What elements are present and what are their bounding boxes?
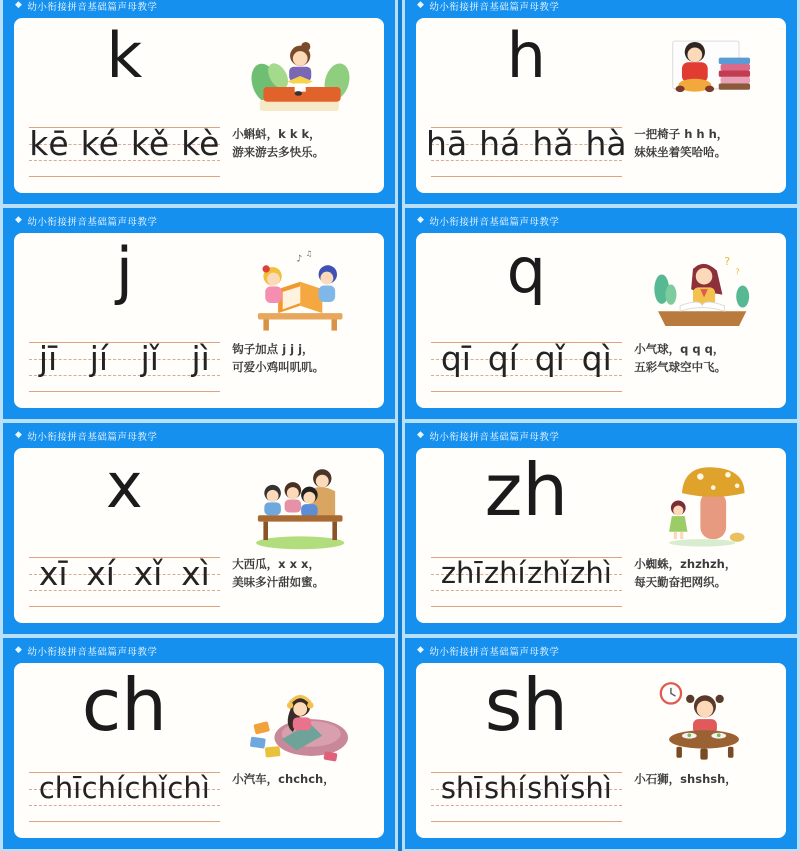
- illustration-section: [627, 237, 778, 400]
- slide-content-panel: [416, 18, 786, 193]
- pinyin-syllable: jí: [89, 338, 109, 378]
- pinyin-syllable: chǐ: [124, 770, 167, 805]
- slide-header-title: 幼小衔接拼音基础篇声母教学: [27, 216, 158, 228]
- pinyin-slide-thumbnail-j[interactable]: [0, 206, 398, 421]
- rhyme-caption-line1: 小气球，q q q，: [634, 342, 725, 356]
- slide-content-panel: [416, 448, 786, 623]
- pinyin-syllable: zhǐ: [527, 555, 569, 590]
- pinyin-tone-row: [33, 539, 216, 607]
- slide-header-title: 幼小衔接拼音基础篇声母教学: [27, 646, 158, 658]
- diamond-icon: ◆: [15, 215, 23, 225]
- girl-studying-at-desk-illustration: [647, 245, 757, 337]
- letter-section: [426, 19, 627, 185]
- rhyme-caption-line2: 可爱小鸡叫叽叽。: [232, 359, 325, 374]
- letter-section: [426, 663, 627, 830]
- rhyme-caption: [634, 126, 770, 162]
- rhyme-caption-line1: 小蜘蛛，zhzhzh，: [634, 557, 737, 571]
- pinyin-syllable: qì: [581, 338, 612, 378]
- pinyin-syllable: xì: [181, 553, 210, 593]
- letter-section: [24, 234, 225, 400]
- pinyin-syllable: shī: [440, 770, 483, 805]
- letter-section: [24, 449, 225, 615]
- pinyin-syllable: chí: [81, 770, 125, 805]
- rhyme-caption: [232, 126, 368, 162]
- rhyme-caption: [634, 556, 770, 592]
- pinyin-tone-row: [33, 754, 216, 822]
- four-line-writing-grid: [431, 772, 622, 822]
- pinyin-syllable: zhī: [440, 555, 483, 590]
- rhyme-caption-line1: 小蝌蚪，k k k，: [232, 127, 321, 141]
- slide-header: [405, 638, 797, 659]
- diamond-icon: ◆: [15, 645, 23, 655]
- svg-text:?: ?: [724, 255, 731, 269]
- slide-content-panel: [416, 663, 786, 838]
- slide-content-panel: [14, 448, 384, 623]
- slide-content-panel: [14, 18, 384, 193]
- diamond-icon: ◆: [15, 0, 23, 10]
- slide-header-title: 幼小衔接拼音基础篇声母教学: [429, 1, 560, 13]
- girl-beside-mushroom-illustration: [647, 460, 757, 552]
- slide-header-title: 幼小衔接拼音基础篇声母教学: [429, 646, 560, 658]
- illustration: [245, 458, 355, 552]
- rhyme-caption-line2: 美味多汁甜如蜜。: [232, 574, 325, 589]
- illustration-section: [225, 452, 376, 615]
- pinyin-syllable: shǐ: [527, 770, 569, 805]
- diamond-icon: ◆: [15, 430, 23, 440]
- letter-section: [24, 663, 225, 830]
- four-line-writing-grid: [431, 338, 622, 392]
- pinyin-syllable: jī: [38, 338, 58, 378]
- illustration: [245, 28, 355, 122]
- letter-section: [426, 448, 627, 615]
- two-kids-sharing-big-book-illustration: [245, 245, 355, 337]
- illustration-section: [225, 237, 376, 400]
- illustration: [647, 243, 757, 337]
- rhyme-caption-line1: 大西瓜，x x x，: [232, 557, 320, 571]
- rhyme-caption-line1: 一把椅子 h h h，: [634, 127, 729, 141]
- four-line-writing-grid: [29, 338, 220, 392]
- girl-eating-at-round-table-illustration: [647, 675, 757, 767]
- svg-text:♪: ♪: [296, 253, 303, 265]
- rhyme-caption-line1: 钩子加点 j j j，: [232, 342, 314, 356]
- slide-header-title: 幼小衔接拼音基础篇声母教学: [27, 431, 158, 443]
- pinyin-slide-thumbnail-h[interactable]: [402, 0, 800, 206]
- diamond-icon: ◆: [417, 430, 425, 440]
- pinyin-syllable: jì: [191, 338, 210, 378]
- teacher-with-kids-at-table-illustration: [245, 460, 355, 552]
- child-sitting-with-book-pile-illustration: [647, 30, 757, 122]
- slide-header-title: 幼小衔接拼音基础篇声母教学: [429, 216, 560, 228]
- pinyin-tone-row: [435, 754, 618, 822]
- initial-letter: q: [506, 234, 546, 307]
- illustration: [647, 458, 757, 552]
- pinyin-syllable: chī: [38, 770, 82, 805]
- pinyin-syllable: zhì: [570, 555, 612, 590]
- illustration: [245, 673, 355, 767]
- slide-header: [405, 423, 797, 444]
- pinyin-syllable: hā: [426, 123, 468, 163]
- illustration: [647, 673, 757, 767]
- initial-letter: h: [506, 19, 546, 92]
- pinyin-slide-thumbnail-k[interactable]: [0, 0, 398, 206]
- pinyin-syllable: xǐ: [133, 553, 163, 593]
- rhyme-caption: [634, 341, 770, 377]
- letter-section: [24, 19, 225, 185]
- pinyin-syllable: zhí: [483, 555, 526, 590]
- pinyin-slide-thumbnail-sh[interactable]: [402, 636, 800, 851]
- pinyin-syllable: shí: [483, 770, 526, 805]
- pinyin-syllable: hǎ: [532, 123, 574, 163]
- four-line-writing-grid: [426, 123, 627, 177]
- svg-text:♫: ♫: [305, 249, 313, 259]
- rhyme-caption-line2: 游来游去多快乐。: [232, 144, 325, 159]
- rhyme-caption-line2: 五彩气球空中飞。: [634, 359, 727, 374]
- rhyme-caption: [232, 556, 368, 592]
- rhyme-caption-line1: 小石狮，shshsh，: [634, 772, 737, 786]
- pinyin-tone-row: [29, 109, 220, 177]
- pinyin-slide-thumbnail-x[interactable]: [0, 421, 398, 636]
- pinyin-tone-row: [426, 109, 627, 177]
- diamond-icon: ◆: [417, 0, 425, 10]
- slide-content-panel: [14, 233, 384, 408]
- initial-letter: k: [106, 19, 143, 92]
- pinyin-syllable: kè: [181, 123, 220, 163]
- pinyin-syllable: hà: [585, 123, 627, 163]
- illustration-section: [225, 22, 376, 185]
- pinyin-syllable: kě: [130, 123, 170, 163]
- illustration-section: [225, 667, 376, 830]
- slide-header: [3, 638, 395, 659]
- rhyme-caption: [232, 341, 368, 377]
- svg-text:?: ?: [735, 266, 740, 277]
- girl-reading-on-book-stack-illustration: [245, 30, 355, 122]
- four-line-writing-grid: [29, 553, 220, 607]
- pinyin-syllable: kē: [29, 123, 69, 163]
- pinyin-syllable: qǐ: [534, 338, 565, 378]
- initial-letter: sh: [484, 663, 568, 747]
- slide-header-title: 幼小衔接拼音基础篇声母教学: [27, 1, 158, 13]
- illustration: [647, 28, 757, 122]
- rhyme-caption: [232, 771, 368, 789]
- pinyin-syllable: xí: [86, 553, 115, 593]
- pinyin-syllable: chì: [167, 770, 210, 805]
- pinyin-syllable: xī: [38, 553, 68, 593]
- pinyin-syllable: jǐ: [140, 338, 159, 378]
- slide-header: [3, 208, 395, 229]
- four-line-writing-grid: [29, 772, 220, 822]
- illustration: [245, 243, 355, 337]
- rhyme-caption-line2: 每天勤奋把网织。: [634, 574, 727, 589]
- slide-header: [405, 208, 797, 229]
- slide-header: [3, 0, 395, 14]
- slide-header: [405, 0, 797, 14]
- initial-letter: zh: [484, 448, 569, 532]
- rhyme-caption-line1: 小汽车，chchch，: [232, 772, 335, 786]
- pinyin-syllable: ké: [80, 123, 119, 163]
- letter-section: [426, 234, 627, 400]
- pinyin-slide-thumbnail-ch[interactable]: [0, 636, 398, 851]
- girl-with-headphones-reading-illustration: [245, 675, 355, 767]
- initial-letter: j: [115, 234, 133, 307]
- pinyin-tone-row: [435, 324, 618, 392]
- slide-header: [3, 423, 395, 444]
- pinyin-tone-row: [435, 539, 618, 607]
- pinyin-syllable: há: [479, 123, 521, 163]
- pinyin-syllable: shì: [570, 770, 612, 805]
- diamond-icon: ◆: [417, 645, 425, 655]
- illustration-section: [627, 22, 778, 185]
- initial-letter: ch: [81, 663, 167, 747]
- rhyme-caption: [634, 771, 770, 789]
- pinyin-tone-row: [33, 324, 216, 392]
- illustration-section: [627, 667, 778, 830]
- slide-header-title: 幼小衔接拼音基础篇声母教学: [429, 431, 560, 443]
- initial-letter: x: [105, 449, 143, 522]
- four-line-writing-grid: [431, 557, 622, 607]
- pinyin-syllable: qī: [440, 338, 471, 378]
- diamond-icon: ◆: [417, 215, 425, 225]
- pinyin-syllable: qí: [487, 338, 518, 378]
- pinyin-slide-thumbnail-q[interactable]: [402, 206, 800, 421]
- slide-content-panel: [14, 663, 384, 838]
- illustration-section: [627, 452, 778, 615]
- four-line-writing-grid: [29, 123, 220, 177]
- rhyme-caption-line2: 妹妹坐着笑哈哈。: [634, 144, 727, 159]
- slide-content-panel: [416, 233, 786, 408]
- pinyin-slide-thumbnail-zh[interactable]: [402, 421, 800, 636]
